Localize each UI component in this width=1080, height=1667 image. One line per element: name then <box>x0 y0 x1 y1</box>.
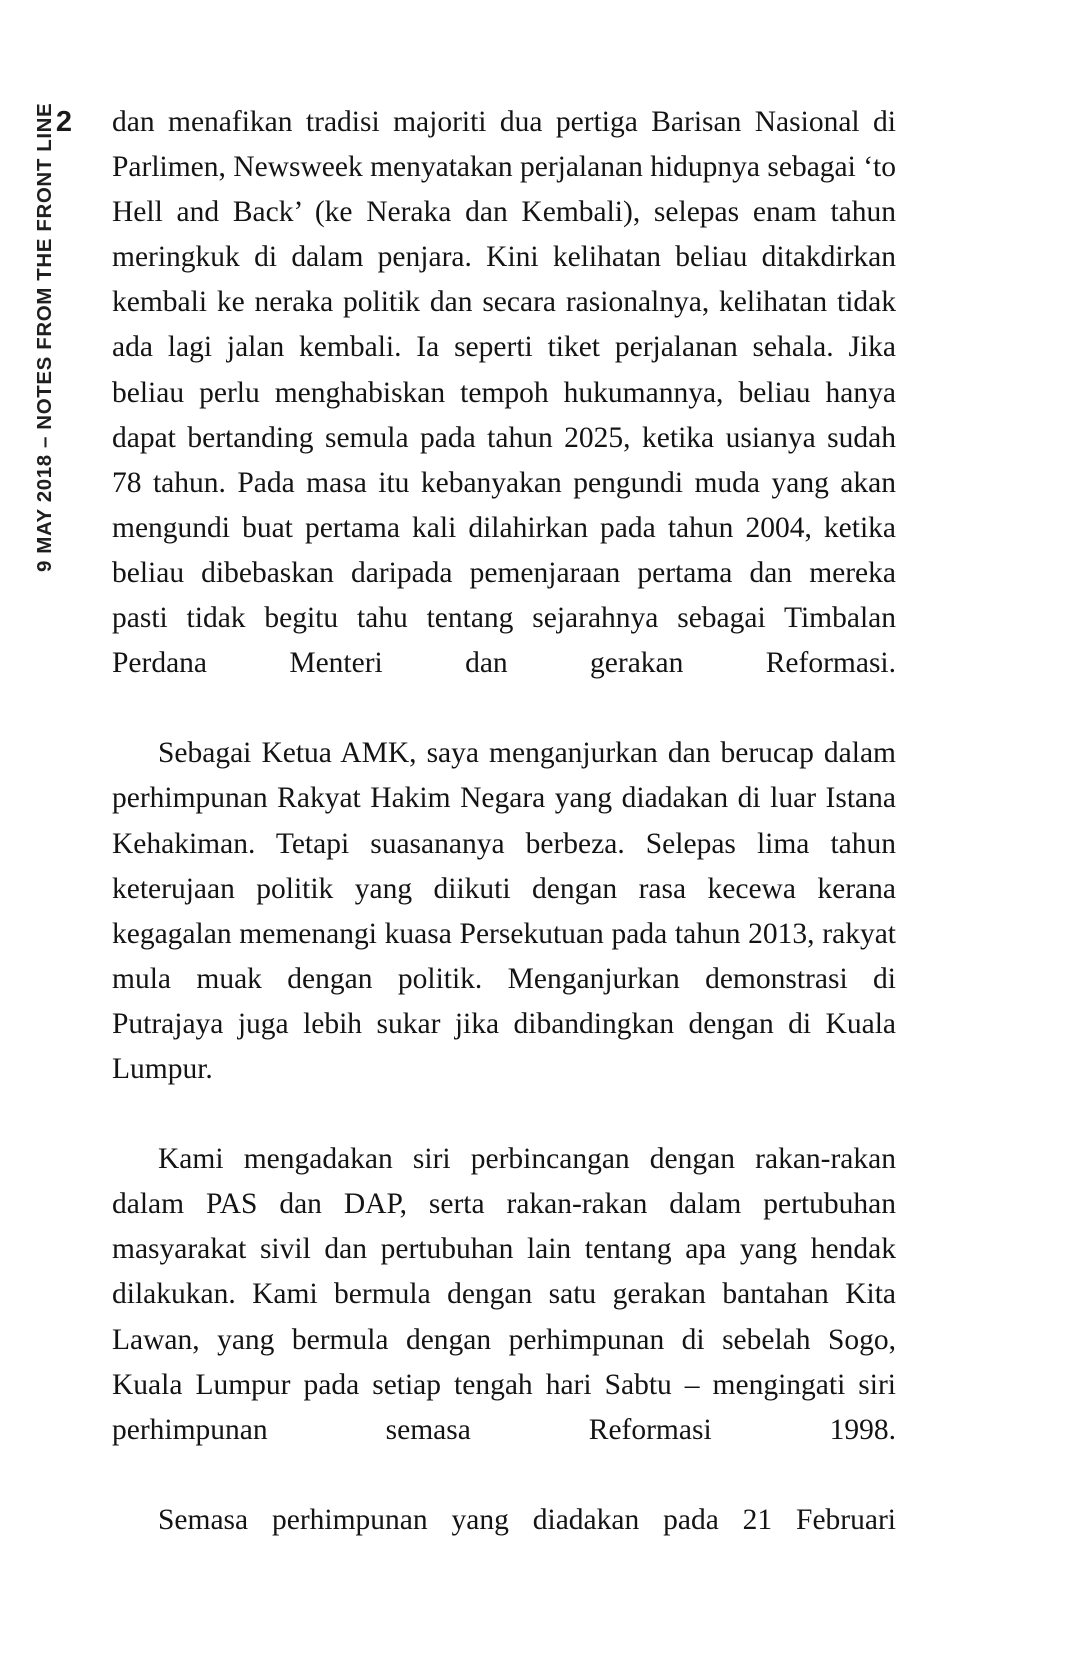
paragraph: Sebagai Ketua AMK, saya menganjurkan dan berucap dalam perhimpunan Rakyat Hakim Negara yang diadakan di luar Istana Kehakiman. Tetapi suasananya berbeza. Selepas lima tahun keterujaan politik yang diikuti dengan rasa kecewa kerana kegagalan memenangi kuasa Persekutuan pada tahun 2013, rakyat mula muak dengan politik. Menganjurkan demonstrasi di Putrajaya juga lebih sukar jika dibandingkan dengan di Kuala Lumpur. <box>112 737 896 1085</box>
paragraph: Semasa perhimpunan yang diadakan pada 21 Februari <box>158 1503 896 1536</box>
body-text-column <box>112 100 896 1588</box>
folio-block <box>0 0 112 700</box>
paragraph: Kami mengadakan siri perbincangan dengan rakan-rakan dalam PAS dan DAP, serta rakan-rakan dalam pertubuhan masyarakat sivil dan pertubuhan lain tentang apa yang hendak dilakukan. Kami bermula dengan satu gerakan bantahan Kita Lawan, yang bermula dengan perhimpunan di sebelah Sogo, Kuala Lumpur pada setiap tengah hari Sabtu – mengingati siri perhimpunan semasa Reformasi 1998. <box>112 1143 896 1446</box>
running-head: 9 MAY 2018 – NOTES FROM THE FRONT LINE <box>33 102 56 572</box>
paragraph: dan menafikan tradisi majoriti dua pertiga Barisan Nasional di Parlimen, Newsweek menyatakan perjalanan hidupnya sebagai ‘to Hell and Back’ (ke Neraka dan Kembali), selepas enam tahun meringkuk di dalam penjara. Kini kelihatan beliau ditakdirkan kembali ke neraka politik dan secara rasionalnya, kelihatan tidak ada lagi jalan kembali. Ia seperti tiket perjalanan sehala. Jika beliau perlu menghabiskan tempoh hukumannya, beliau hanya dapat bertanding semula pada tahun 2025, ketika usianya sudah 78 tahun. Pada masa itu kebanyakan pengundi muda yang akan mengundi buat pertama kali dilahirkan pada tahun 2004, ketika beliau dibebaskan daripada pemenjaraan pertama dan mereka pasti tidak begitu tahu tentang sejarahnya sebagai Timbalan Perdana Menteri dan gerakan Reformasi. <box>112 106 896 680</box>
page-number: 2 <box>55 106 73 138</box>
